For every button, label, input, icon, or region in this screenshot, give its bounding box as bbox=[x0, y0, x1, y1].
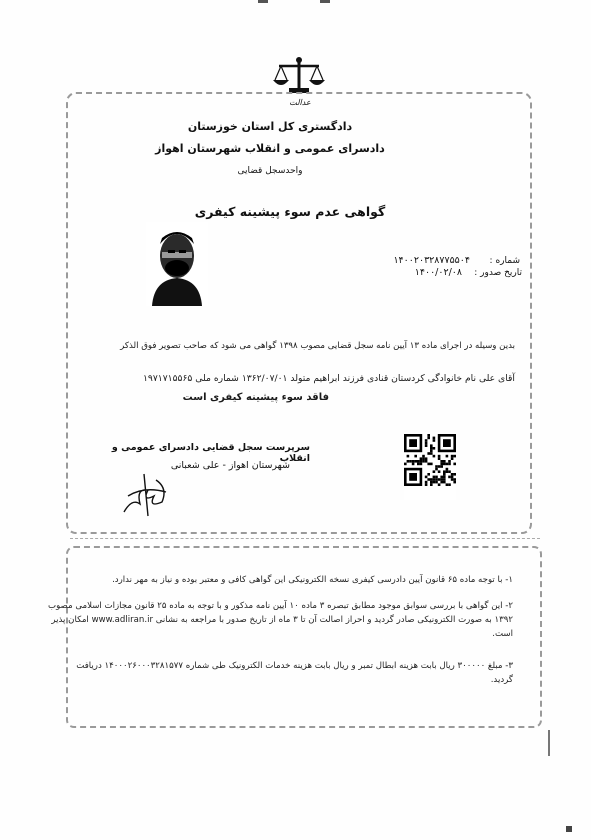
signatory-title: سرپرست سجل قضایی دادسرای عمومی و انقلاب bbox=[111, 442, 310, 464]
certificate-number-value: ۱۴۰۰۲۰۳۲۸۷۷۵۵۰۴ bbox=[393, 255, 470, 266]
person-photo bbox=[146, 222, 208, 306]
certificate-title: گواهی عدم سوء پیشینه کیفری bbox=[194, 204, 386, 219]
note-line: ۱۳۹۲ به صورت الکترونیکی صادر گردید و احراز اصالت آن تا ۳ ماه از تاریخ صدور با مراجعه به نشانی www.adliran.ir امکان پذیر bbox=[51, 615, 513, 625]
scan-mark bbox=[548, 730, 550, 756]
note-line: ۱- با توجه ماده ۶۵ قانون آیین دادرسی کیفری نسخه الکترونیکی این گواهی کافی و معتبر بوده و نیاز به مهر ندارد. bbox=[112, 575, 513, 585]
scan-mark bbox=[566, 826, 572, 832]
separator-line bbox=[70, 538, 540, 539]
note-line: ۳- مبلغ ۳۰۰۰۰۰ ریال بابت هزینه ابطال تمبر و ریال بابت هزینه خدمات الکترونیک طی شماره ۱۴۰۰۰۲۶۰۰۰۳۲۸۱۵۷۷ دریافت bbox=[76, 661, 513, 671]
header-line-2: دادسرای عمومی و انقلاب شهرستان اهواز bbox=[155, 142, 385, 155]
intro-line: بدین وسیله در اجرای ماده ۱۳ آیین نامه سجل قضایی مصوب ۱۳۹۸ گواهی می شود که صاحب تصویر فوق الذکر bbox=[120, 341, 515, 351]
issue-date-label: تاریخ صدور : bbox=[474, 268, 522, 278]
certificate-number-label: شماره : bbox=[489, 256, 520, 266]
signatory-name: شهرستان اهواز - علی شعبانی bbox=[170, 460, 290, 471]
handwritten-signature bbox=[118, 468, 172, 518]
header-line-1: دادگستری کل استان خوزستان bbox=[187, 120, 353, 133]
scan-mark bbox=[258, 0, 268, 3]
scan-mark bbox=[320, 0, 330, 3]
emblem-caption: عدالت bbox=[289, 98, 311, 107]
person-line: آقای علی نام خانوادگی کردستان قنادی فرزند ابراهیم متولد ۱۳۶۲/۰۷/۰۱ شماره ملی ۱۹۷۱۷۱۵۵۶۵ bbox=[143, 373, 515, 384]
result-line: فاقد سوء پیشینه کیفری است bbox=[182, 392, 329, 403]
issue-date-value: ۱۴۰۰/۰۲/۰۸ bbox=[414, 267, 462, 278]
note-line: گردید. bbox=[490, 675, 513, 685]
header-line-3: واحدسجل قضایی bbox=[237, 166, 303, 176]
qr-code-icon bbox=[404, 432, 456, 500]
note-line: ۲- این گواهی با بررسی سوابق موجود مطابق تبصره ۳ ماده ۱۰ آیین نامه مذکور و با توجه به ماده ۲۵ قانون مجازات اسلامی مصوب bbox=[48, 601, 513, 611]
note-line: است. bbox=[492, 629, 513, 639]
